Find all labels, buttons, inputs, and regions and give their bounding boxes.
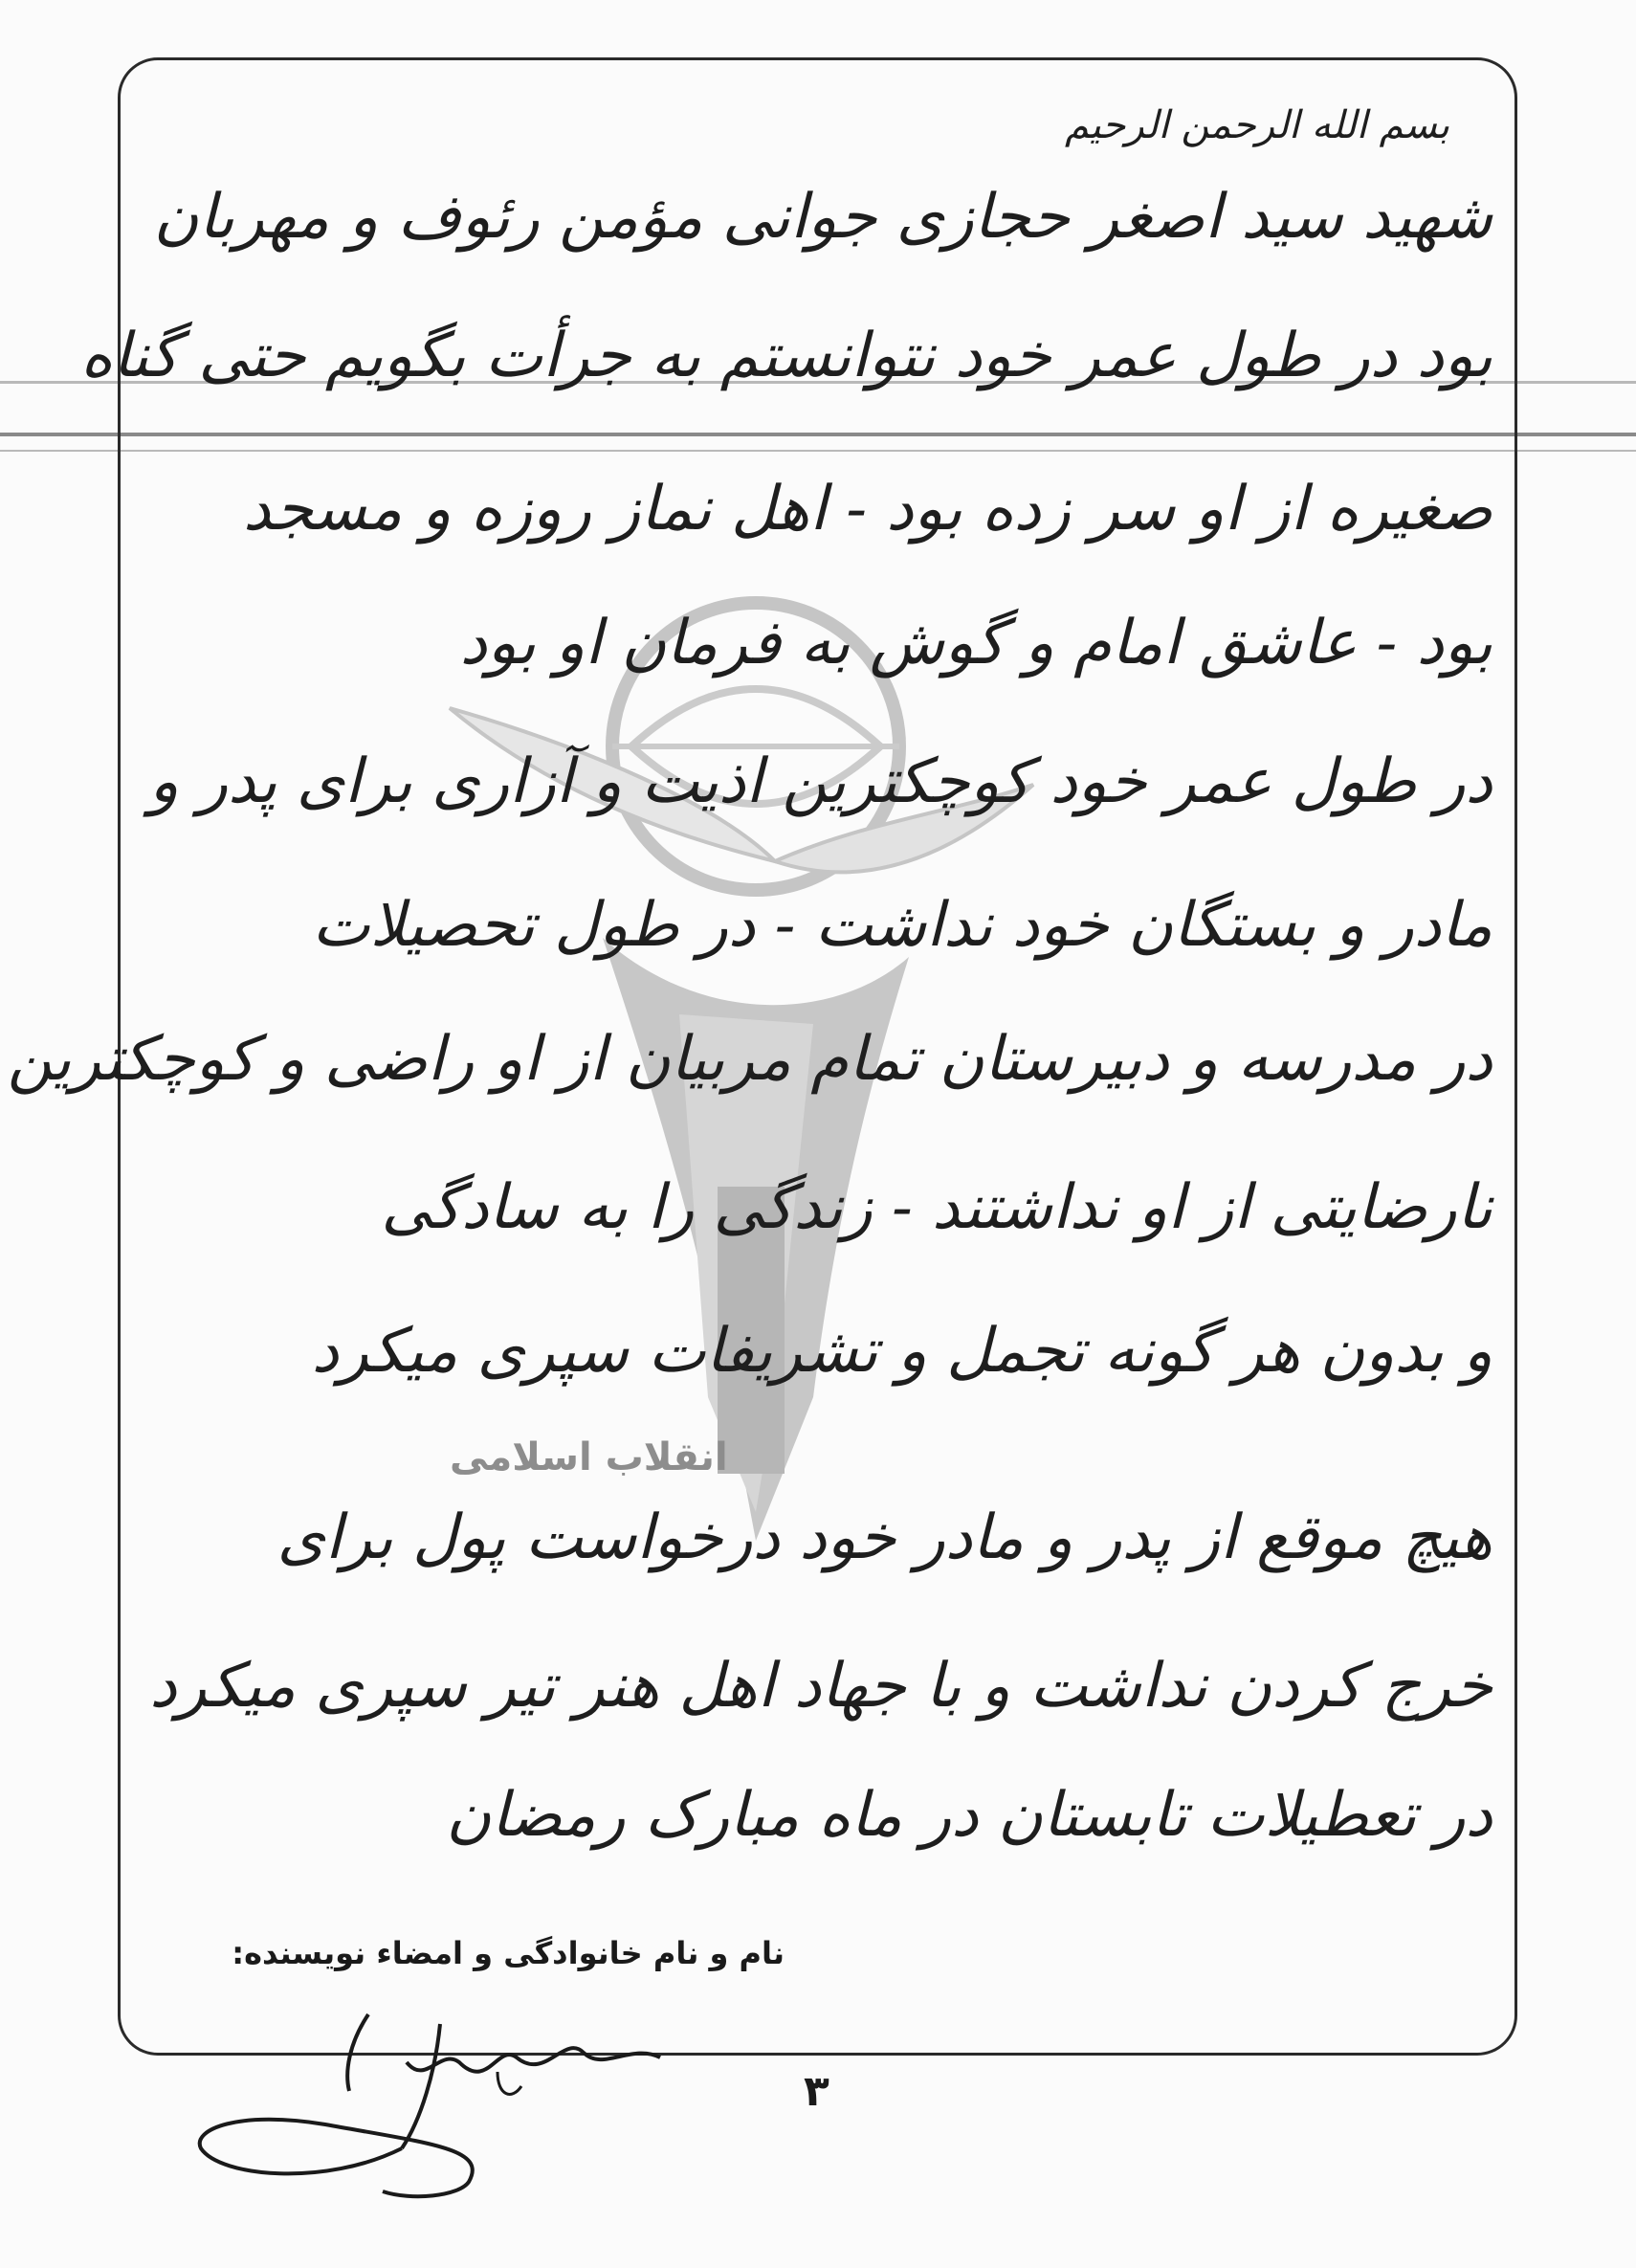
handwritten-line: شهید سید اصغر حجازی جوانی مؤمن رئوف و مهربان [153, 182, 1492, 253]
page-number: ۳ [804, 2067, 829, 2116]
handwritten-line: و بدون هر گونه تجمل و تشریفات سپری میکرد [311, 1316, 1492, 1387]
handwritten-line: صغیره از او سر زده بود - اهل نماز روزه و مسجد [242, 474, 1492, 545]
handwritten-line: در مدرسه و دبیرستان تمام مربیان از او راضی و کوچکترین [7, 1024, 1492, 1095]
handwritten-line: مادر و بستگان خود نداشت - در طول تحصیلات [312, 890, 1492, 961]
bismillah-heading: بسم الله الرحمن الرحیم [1064, 103, 1449, 147]
handwritten-line: بود - عاشق امام و گوش به فرمان او بود [459, 608, 1492, 678]
handwritten-line: خرج کردن نداشت و با جهاد اهل هنر تیر سپری میکرد [149, 1651, 1492, 1722]
author-signature-label: نام و نام خانوادگی و امضاء نویسنده: [232, 1935, 785, 1971]
watermark-caption: انقلاب اسلامی [450, 1435, 728, 1479]
handwritten-line: در تعطیلات تابستان در ماه مبارک رمضان [446, 1780, 1492, 1851]
handwritten-line: هیچ موقع از پدر و مادر خود درخواست پول برای [276, 1502, 1492, 1573]
handwritten-line: بود در طول عمر خود نتوانستم به جرأت بگویم حتی گناه [80, 321, 1492, 391]
handwritten-line: در طول عمر خود کوچکترین اذیت و آزاری برای پدر و [148, 746, 1492, 817]
handwritten-signature [182, 2005, 689, 2206]
handwritten-line: نارضایتی از او نداشتند - زندگی را به سادگی [381, 1172, 1492, 1243]
